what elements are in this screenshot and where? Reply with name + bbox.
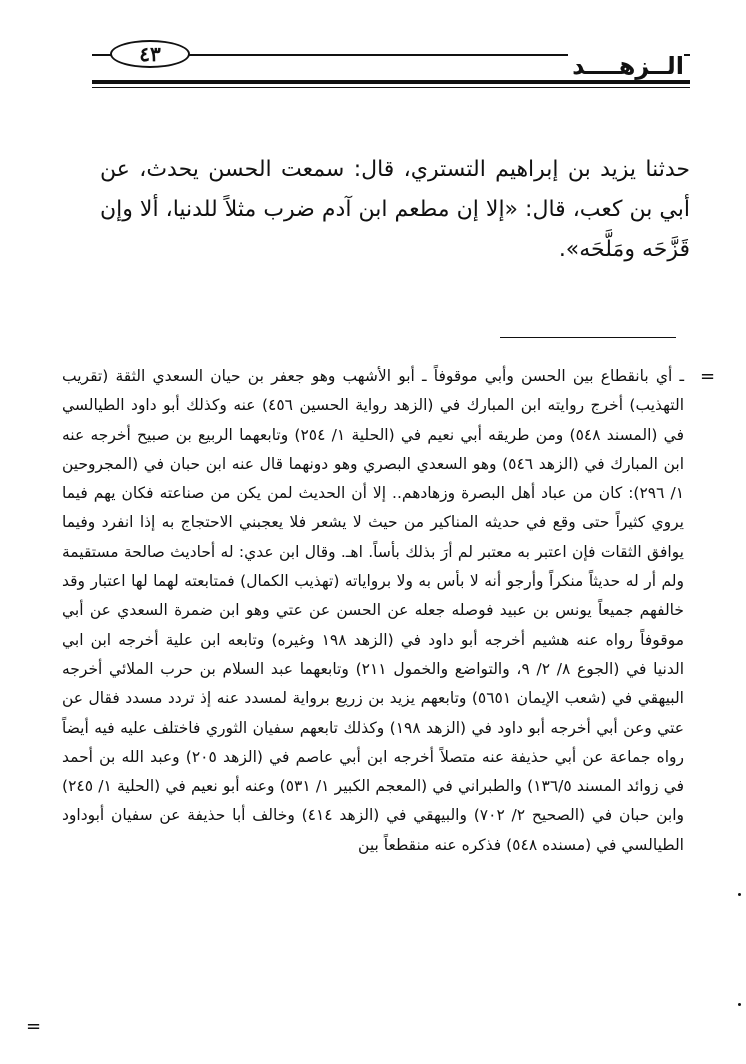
header-thick-rule bbox=[92, 80, 690, 84]
running-title: الــزهــــد bbox=[568, 52, 684, 80]
main-paragraph: حدثنا يزيد بن إبراهيم التستري، قال: سمعت الحسن يحدث، عن أبي بن كعب، قال: «إلا إن مطعم ابن آدم ضرب مثلاً للدنيا، ألا وإن قَزَّحَه ومَلَّحَه». bbox=[100, 157, 690, 262]
footnote bbox=[62, 362, 684, 860]
footnote-separator bbox=[500, 337, 676, 338]
footnote-continuation-mark-end: = bbox=[26, 1016, 42, 1037]
header-thin-rule bbox=[92, 87, 690, 88]
margin-dot bbox=[738, 893, 741, 896]
page-number-badge: ٤٣ bbox=[110, 40, 190, 68]
main-text bbox=[100, 150, 690, 270]
footnote-continuation-mark-start: = bbox=[700, 366, 716, 387]
margin-dot bbox=[738, 1003, 741, 1006]
footnote-paragraph: ـ أي بانقطاع بين الحسن وأبي موقوفاً ـ أبو الأشهب وهو جعفر بن حيان السعدي الثقة (تقريب التهذيب) أخرج روايته ابن المبارك في (الزهد رواية الحسين ٤٥٦) عنه وكذلك أبو داود الطيالسي في (المسند ٥٤٨) ومن طريقه أبي نعيم في (الحلية ١/ ٢٥٤) وتابعهما الربيع بن صبيح أخرجه عنه ابن المبارك في (الزهد ٥٤٦) وهو السعدي البصري وهو دونهما قال عنه ابن حبان في (المجروحين ١/ ٢٩٦): كان من عباد أهل البصرة وزهادهم.. إلا أن الحديث لمن يكن من صناعته فكان يهم فيما يروي كثيراً حتى وقع في حديثه المناكير من حيث لا يشعر فلا يعجبني الاحتجاج به إذا انفرد وفيما يوافق الثقات فإن اعتبر به معتبر لم أرَ بذلك بأساً. اهـ. وقال ابن عدي: له أحاديث صالحة مستقيمة ولم أر له حديثاً منكراً وأرجو أنه لا بأس به ولا برواياته (تهذيب الكمال) فمتابعته لهما لها اعتبار وقد خالفهم جميعاً يونس بن عبيد فوصله جعله عن الحسن عن عتي وهو ابن ضمرة السعدي عن أبي موقوفاً رواه عنه هشيم أخرجه أبو داود في (الزهد ١٩٨ وغيره) وتابعه ابن علية أخرجه ابن ابي الدنيا في (الجوع ٨/ ٢/ ٩، والتواضع والخمول ٢١١) وتابعهما عبد السلام بن حرب الملائي أخرجه البيهقي في (شعب الإيمان ٥٦٥١) وتابعهم يزيد بن زريع برواية لمسدد عنه إذ تردد مسدد فقال عن عتي وعن أبي أخرجه أبو داود في (الزهد ١٩٨) وكذلك تابعهم سفيان الثوري فاختلف عليه فيه أيضاً رواه جماعة عن أبي حذيفة عنه متصلاً أخرجه ابن أبي عاصم في (الزهد ٢٠٥) وعبد الله بن أحمد في زوائد المسند ١٣٦/٥) والطبراني في (المعجم الكبير ١/ ٥٣١) وعنه أبو نعيم في (الحلية ١/ ٢٤٥) وابن حبان في (الصحيح ٢/ ٧٠٢) والبيهقي في (الزهد ٤١٤) وخالف أبا حذيفة عن سفيان أبوداود الطيالسي في (مسنده ٥٤٨) فذكره عنه منقطعاً بين bbox=[62, 367, 685, 854]
